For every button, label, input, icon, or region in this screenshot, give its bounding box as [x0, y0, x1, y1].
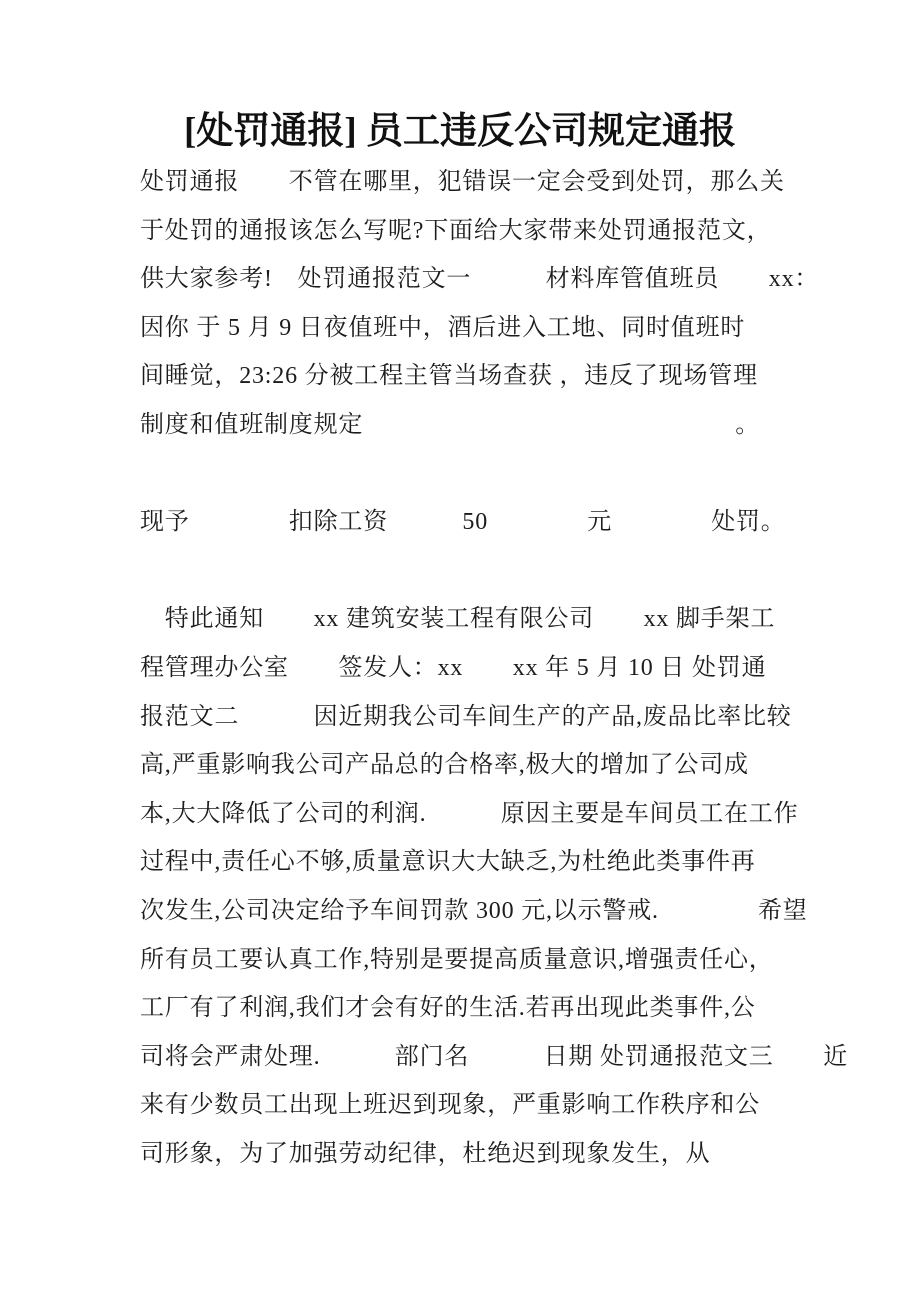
text-line: 制度和值班制度规定 。	[140, 411, 760, 438]
text-line: 程管理办公室 签发人：xx xx 年 5 月 10 日 处罚通	[140, 654, 767, 681]
text-line-blank	[140, 450, 790, 499]
text-line: 过程中,责任心不够,质量意识大大缺乏,为杜绝此类事件再	[140, 849, 756, 876]
text-line: 高,严重影响我公司产品总的合格率,极大的增加了公司成	[140, 752, 749, 779]
text-line: 报范文二 因近期我公司车间生产的产品,废品比率比较	[140, 703, 792, 730]
text-line-blank	[140, 547, 790, 596]
text-line: 间睡觉，23:26 分被工程主管当场查获 ，违反了现场管理	[140, 363, 758, 390]
text-line: 司形象，为了加强劳动纪律，杜绝迟到现象发生，从	[140, 1140, 711, 1167]
document-title: [处罚通报] 员工违反公司规定通报	[184, 111, 736, 152]
text-line: 来有少数员工出现上班迟到现象，严重影响工作秩序和公	[140, 1092, 760, 1119]
text-line: 本,大大降低了公司的利润. 原因主要是车间员工在工作	[140, 800, 799, 827]
text-line: 因你 于 5 月 9 日夜值班中，酒后进入工地、同时值班时	[140, 314, 746, 341]
text-line: 特此通知 xx 建筑安装工程有限公司 xx 脚手架工	[140, 606, 776, 633]
text-line: 于处罚的通报该怎么写呢?下面给大家带来处罚通报范文，	[140, 217, 772, 244]
text-line: 司将会严肃处理. 部门名 日期 处罚通报范文三 近	[140, 1043, 848, 1070]
text-line: 工厂有了利润,我们才会有好的生活.若再出现此类事件,公	[140, 995, 756, 1022]
text-line: 现予 扣除工资 50 元 处罚。	[140, 509, 786, 536]
text-line: 供大家参考! 处罚通报范文一 材料库管值班员 xx：	[140, 266, 820, 293]
text-line: 次发生,公司决定给予车间罚款 300 元,以示警戒. 希望	[140, 897, 808, 924]
text-line: 处罚通报 不管在哪里，犯错误一定会受到处罚，那么关	[140, 169, 785, 195]
text-line: 所有员工要认真工作,特别是要提高质量意识,增强责任心，	[140, 946, 774, 973]
document-body	[140, 158, 848, 1178]
